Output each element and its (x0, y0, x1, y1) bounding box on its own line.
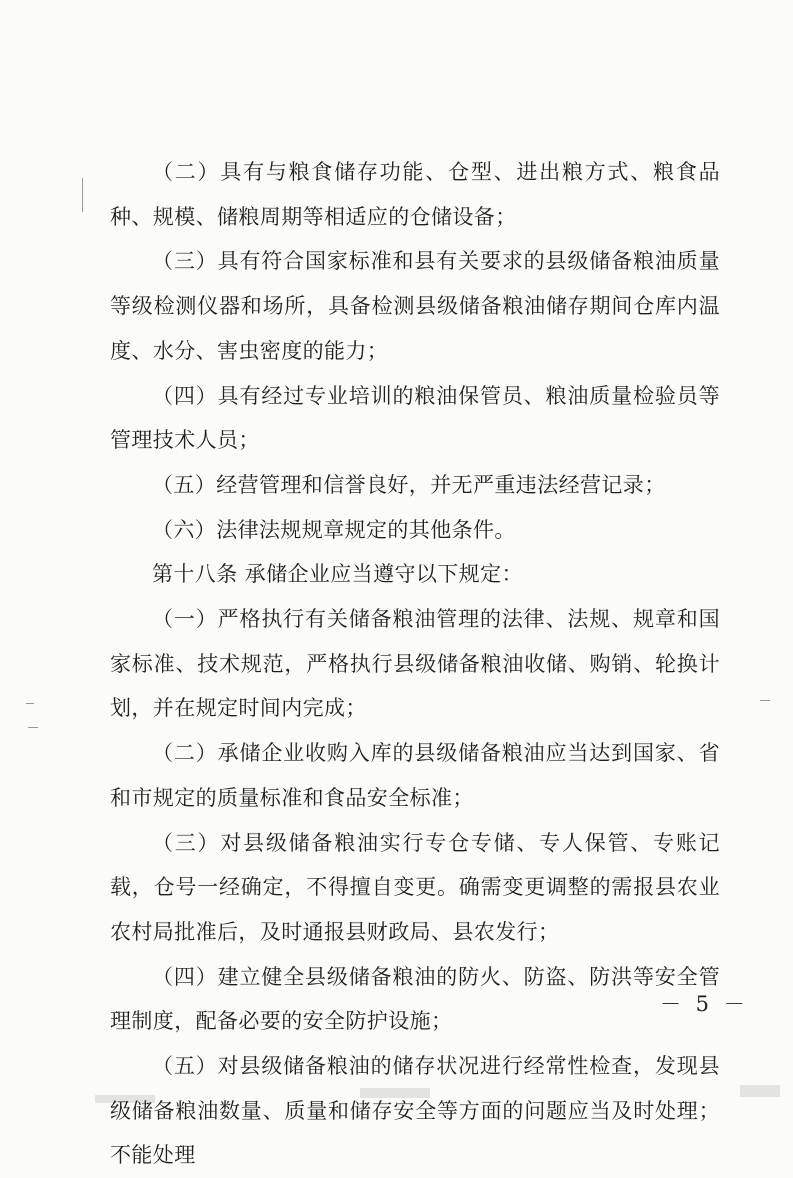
paragraph-item-3: （三）具有符合国家标准和县有关要求的县级储备粮油质量等级检测仪器和场所，具备检测县级储备粮油储存期间仓库内温度、水分、害虫密度的能力； (110, 249, 720, 363)
article-18-heading: 第十八条 承储企业应当遵守以下规定： (152, 562, 523, 587)
article-18-item-3: （三）对县级储备粮油实行专仓专储、专人保管、专账记载，仓号一经确定，不得擅自变更。确需变更调整的需报县农业农村局批准后，及时通报县财政局、县农发行； (110, 830, 720, 944)
scan-artifact-dash (26, 703, 34, 704)
scan-artifact-dash (760, 700, 770, 701)
scan-noise (740, 1085, 780, 1097)
scan-artifact-line (82, 178, 83, 212)
paragraph-item-6: （六）法律法规规章规定的其他条件。 (152, 517, 516, 542)
paragraph-item-4: （四）具有经过专业培训的粮油保管员、粮油质量检验员等管理技术人员； (110, 383, 720, 453)
article-18-item-4: （四）建立健全县级储备粮油的防火、防盗、防洪等安全管理制度，配备必要的安全防护设施； (110, 964, 720, 1034)
scan-artifact-dash (28, 727, 38, 728)
body-text (110, 150, 720, 1178)
article-18-item-1: （一）严格执行有关储备粮油管理的法律、法规、规章和国家标准、技术规范，严格执行县级储备粮油收储、购销、轮换计划，并在规定时间内完成； (110, 607, 720, 721)
article-18-item-2: （二）承储企业收购入库的县级储备粮油应当达到国家、省和市规定的质量标准和食品安全标准； (110, 741, 720, 810)
paragraph-item-2: （二）具有与粮食储存功能、仓型、进出粮方式、粮食品种、规模、储粮周期等相适应的仓储设备； (110, 160, 720, 229)
paragraph-item-5: （五）经营管理和信誉良好，并无严重违法经营记录； (152, 472, 666, 497)
article-18-item-5: （五）对县级储备粮油的储存状况进行经常性检查，发现县级储备粮油数量、质量和储存安全等方面的问题应当及时处理；不能处理 (110, 1054, 720, 1168)
page-number: － 5 － (660, 992, 749, 1016)
